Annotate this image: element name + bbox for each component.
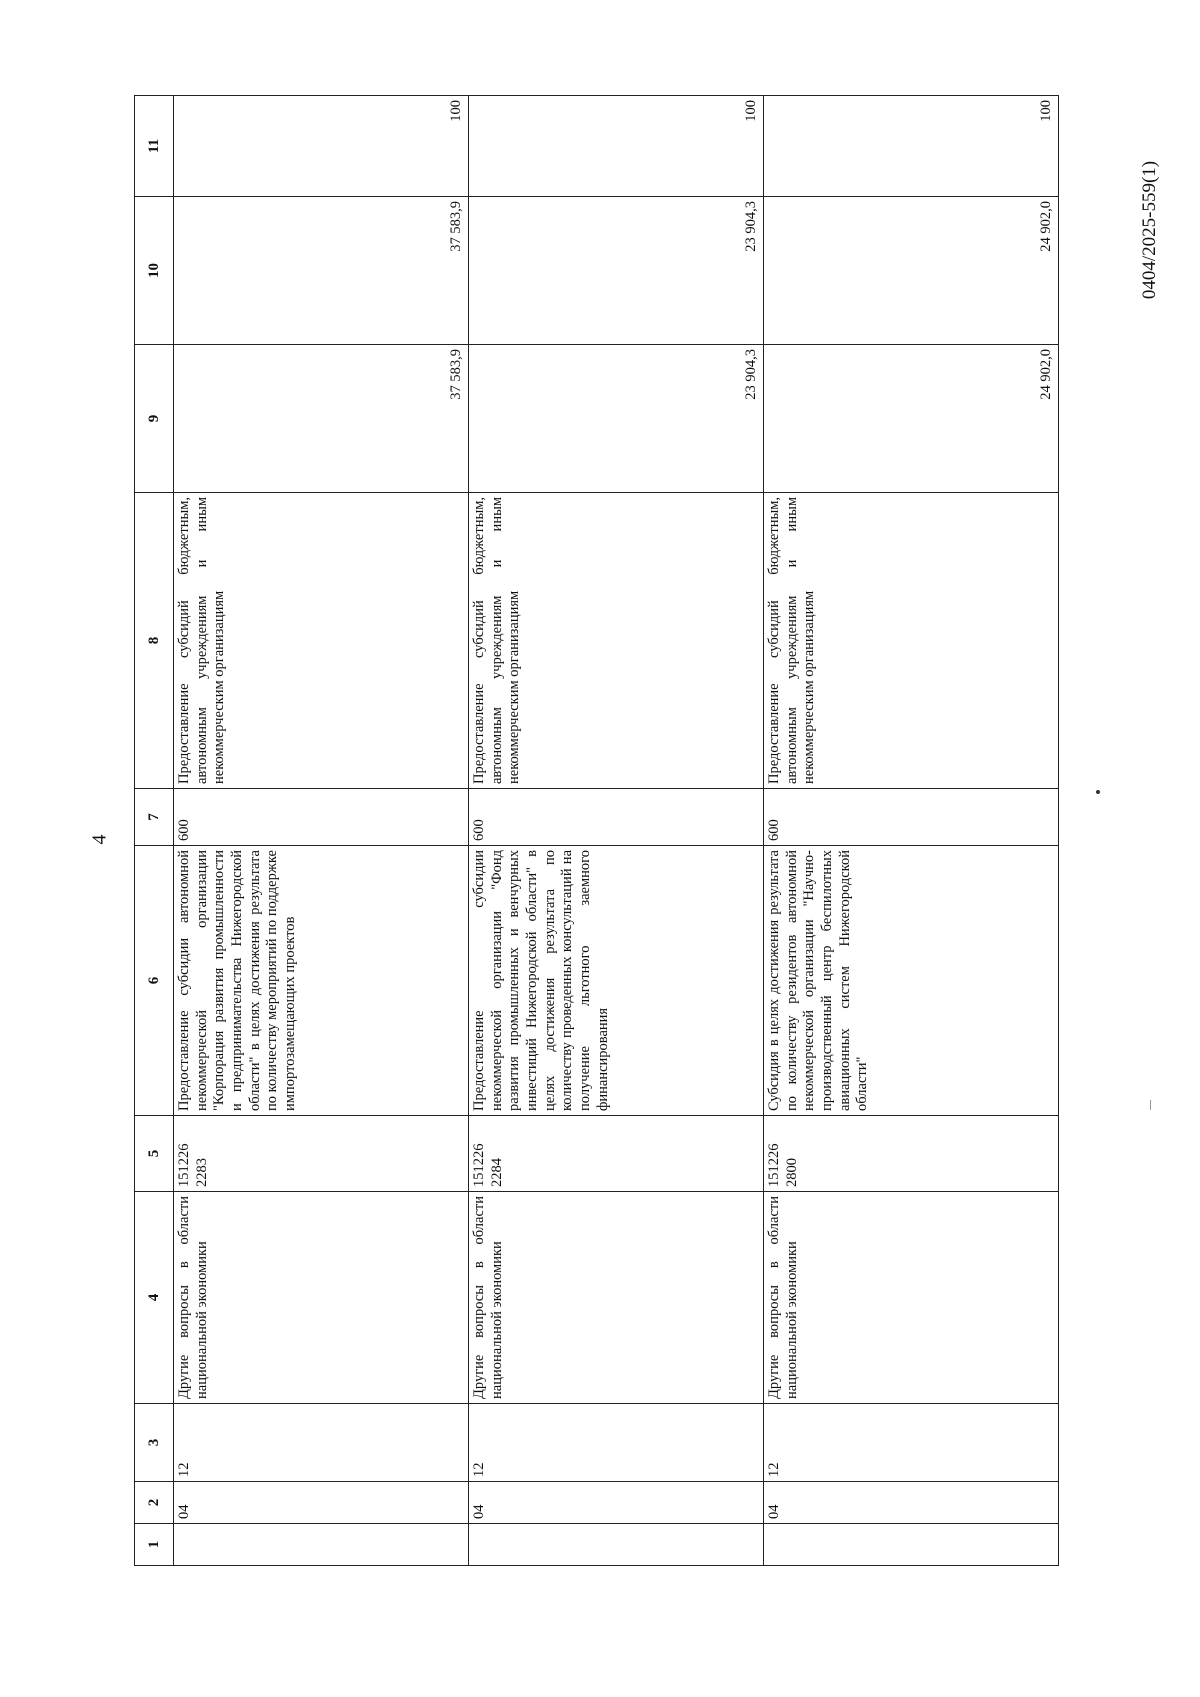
cell-section: 04 xyxy=(764,1482,1059,1524)
cell-col1 xyxy=(174,1524,469,1566)
cell-target-code: 151226 2283 xyxy=(174,1116,469,1192)
header-cell-11: 11 xyxy=(135,96,174,197)
table-row xyxy=(469,96,764,1566)
cell-target-name: Субсидия в целях достижения результата по количеству резидентов автономной некоммерческой организации "Научно-производственный центр беспилотных авиационных систем Нижегородской области" xyxy=(764,846,1059,1116)
table-header-row xyxy=(135,96,174,1566)
cell-col1 xyxy=(469,1524,764,1566)
header-cell-9: 9 xyxy=(135,345,174,493)
document-code-text: 0404/2025-559(1) xyxy=(1139,160,1160,300)
cell-section-name: Другие вопросы в области национальной экономики xyxy=(764,1192,1059,1404)
cell-section: 04 xyxy=(469,1482,764,1524)
cell-expense-type: 600 xyxy=(469,789,764,846)
cell-target-name: Предоставление субсидии некоммерческой организации "Фонд развития промышленных и венчурных инвестиций Нижегородской области" в целях достижения результата по количеству проведенных консультаций на получение льготного заемного финансирования xyxy=(469,846,764,1116)
cell-col1 xyxy=(764,1524,1059,1566)
cell-subsection: 12 xyxy=(469,1404,764,1482)
cell-section-name: Другие вопросы в области национальной экономики xyxy=(174,1192,469,1404)
cell-subsection: 12 xyxy=(174,1404,469,1482)
cell-target-code: 151226 2284 xyxy=(469,1116,764,1192)
cell-actual-amount: 23 904,3 xyxy=(469,197,764,345)
header-cell-10: 10 xyxy=(135,197,174,345)
cell-expense-type-name: Предоставление субсидий бюджетным, автономным учреждениям и иным некоммерческим организациям xyxy=(469,493,764,789)
header-cell-3: 3 xyxy=(135,1404,174,1482)
page-number: 4 xyxy=(88,834,111,845)
cell-percent: 100 xyxy=(764,96,1059,197)
scan-artifact-line xyxy=(1150,1100,1151,1110)
cell-section-name: Другие вопросы в области национальной экономики xyxy=(469,1192,764,1404)
cell-expense-type: 600 xyxy=(174,789,469,846)
cell-expense-type: 600 xyxy=(764,789,1059,846)
table-row xyxy=(174,96,469,1566)
header-cell-8: 8 xyxy=(135,493,174,789)
scan-artifact-dot xyxy=(1096,790,1100,794)
cell-actual-amount: 24 902,0 xyxy=(764,197,1059,345)
header-cell-1: 1 xyxy=(135,1524,174,1566)
cell-percent: 100 xyxy=(174,96,469,197)
header-cell-2: 2 xyxy=(135,1482,174,1524)
cell-section: 04 xyxy=(174,1482,469,1524)
budget-table xyxy=(134,95,1059,1566)
cell-expense-type-name: Предоставление субсидий бюджетным, автономным учреждениям и иным некоммерческим организациям xyxy=(174,493,469,789)
cell-percent: 100 xyxy=(469,96,764,197)
cell-target-name: Предоставление субсидии автономной некоммерческой организации "Корпорация развития промышленности и предпринимательства Нижегородской области" в целях достижения результата по количеству мероприятий по поддержке импортозамещающих проектов xyxy=(174,846,469,1116)
cell-actual-amount: 37 583,9 xyxy=(174,197,469,345)
rotated-table-container xyxy=(134,96,1055,1566)
cell-subsection: 12 xyxy=(764,1404,1059,1482)
cell-plan-amount: 37 583,9 xyxy=(174,345,469,493)
header-cell-5: 5 xyxy=(135,1116,174,1192)
table-row xyxy=(764,96,1059,1566)
cell-plan-amount: 24 902,0 xyxy=(764,345,1059,493)
table-frame xyxy=(134,96,1055,1566)
header-cell-6: 6 xyxy=(135,846,174,1116)
cell-target-code: 151226 2800 xyxy=(764,1116,1059,1192)
header-cell-4: 4 xyxy=(135,1192,174,1404)
header-cell-7: 7 xyxy=(135,789,174,846)
cell-plan-amount: 23 904,3 xyxy=(469,345,764,493)
cell-expense-type-name: Предоставление субсидий бюджетным, автономным учреждениям и иным некоммерческим организациям xyxy=(764,493,1059,789)
document-code xyxy=(1130,100,1170,360)
